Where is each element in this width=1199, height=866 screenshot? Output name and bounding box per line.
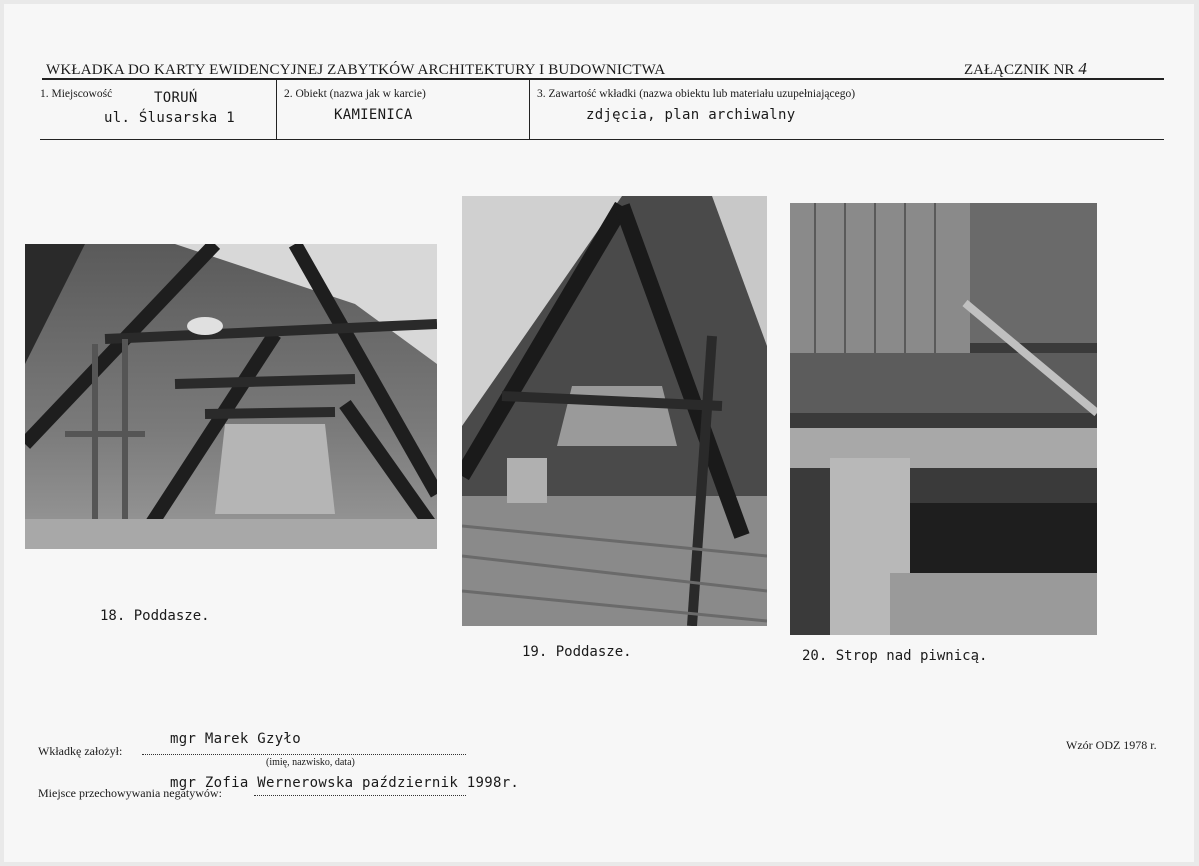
author-line — [142, 754, 466, 755]
form-title: WKŁADKA DO KARTY EWIDENCYJNEJ ZABYTKÓW ARCHITEKTURY I BUDOWNICTWA — [46, 62, 666, 78]
author-hint: (imię, nazwisko, data) — [266, 757, 355, 768]
street-value: ul. Ślusarska 1 — [104, 110, 235, 126]
template-note: Wzór ODZ 1978 r. — [1066, 738, 1157, 752]
locality-value: TORUŃ — [154, 90, 198, 106]
storage-line — [254, 795, 466, 796]
storage-value: mgr Zofia Wernerowska październik 1998r. — [170, 775, 520, 791]
caption-photo-20: 20. Strop nad piwnicą. — [802, 648, 988, 664]
annex-label: ZAŁĄCZNIK NR — [964, 62, 1075, 78]
photo-attic-18 — [25, 244, 437, 549]
record-sheet — [4, 4, 1194, 862]
photo-ceiling-20 — [790, 203, 1097, 635]
fields-bottom-rule — [40, 139, 1164, 140]
author-label: Wkładkę założył: — [38, 744, 123, 758]
content-value: zdjęcia, plan archiwalny — [586, 107, 796, 123]
author-value: mgr Marek Gzyło — [170, 731, 301, 747]
header-rule — [42, 78, 1164, 80]
field-divider-1 — [276, 80, 277, 140]
object-value: KAMIENICA — [334, 107, 413, 123]
caption-photo-18: 18. Poddasze. — [100, 608, 210, 624]
storage-label: Miejsce przechowywania negatywów: — [38, 786, 222, 800]
annex-label-group — [964, 59, 1087, 79]
content-label: 3. Zawartość wkładki (nazwa obiektu lub materiału uzupełniającego) — [537, 88, 856, 100]
caption-photo-19: 19. Poddasze. — [522, 644, 632, 660]
annex-number: 4 — [1078, 59, 1087, 78]
object-label: 2. Obiekt (nazwa jak w karcie) — [284, 88, 426, 100]
photo-attic-19 — [462, 196, 767, 626]
locality-label: 1. Miejscowość — [40, 88, 113, 100]
field-divider-2 — [529, 80, 530, 140]
